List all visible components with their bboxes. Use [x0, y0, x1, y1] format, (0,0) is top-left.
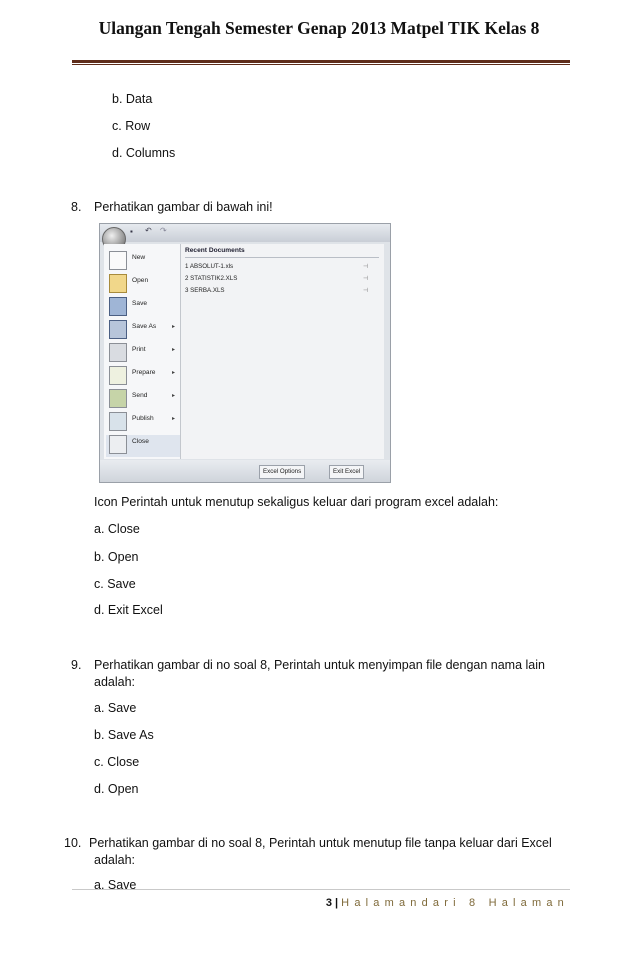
prev-option-c: c. Row [112, 119, 151, 133]
q9-option-c: c. Close [94, 755, 140, 769]
save-small-icon: ▪ [130, 227, 133, 236]
menu-item-label: Prepare [132, 369, 156, 376]
header-rule-thick [72, 60, 570, 63]
q10-number: 10. [64, 836, 82, 850]
q8-number: 8. [71, 200, 82, 214]
q9-option-b: b. Save As [94, 728, 154, 742]
submenu-arrow-icon: ▸ [172, 416, 176, 422]
exit-excel-button: Exit Excel [329, 465, 364, 479]
q10-question-line1: Perhatikan gambar di no soal 8, Perintah untuk menutup file tanpa keluar dari Excel [89, 836, 552, 850]
quick-access-toolbar [100, 224, 390, 242]
q10-option-a: a. Save [94, 878, 137, 892]
menu-item-label: Open [132, 277, 149, 284]
q9-option-d: d. Open [94, 782, 139, 796]
q8-option-b: b. Open [94, 550, 139, 564]
q8-option-a: a. Close [94, 522, 140, 536]
menu-item-publish [106, 410, 180, 432]
floppy-disk-icon [109, 297, 127, 316]
pin-icon: ⊣ [363, 264, 369, 270]
prev-option-b: b. Data [112, 92, 153, 106]
q8-question: Perhatikan gambar di bawah ini! [94, 200, 273, 214]
q9-option-a: a. Save [94, 701, 137, 715]
menu-item-prepare [106, 364, 180, 386]
recent-file-2: 2 STATISTIK2.XLS [185, 275, 238, 282]
menu-item-new [106, 249, 180, 271]
q10-question-line2: adalah: [94, 853, 136, 867]
menu-item-label: Publish [132, 415, 154, 422]
footer-separator: | [335, 897, 339, 909]
excel-options-button: Excel Options [259, 465, 305, 479]
menu-item-print [106, 341, 180, 363]
recent-file-3: 3 SERBA.XLS [185, 287, 225, 294]
q9-question-line1: Perhatikan gambar di no soal 8, Perintah untuk menyimpan file dengan nama lain [94, 658, 545, 672]
recent-file-1: 1 ABSOLUT-1.xls [185, 263, 234, 270]
q9-question-line2: adalah: [94, 675, 136, 689]
q8-option-c: c. Save [94, 577, 136, 591]
office-menu-bottom-bar [100, 460, 390, 482]
pin-icon: ⊣ [363, 288, 369, 294]
menu-item-label: Save [132, 300, 148, 307]
close-document-icon [109, 435, 127, 454]
menu-item-label: Print [132, 346, 146, 353]
menu-item-label: New [132, 254, 146, 261]
send-icon [109, 389, 127, 408]
submenu-arrow-icon: ▸ [172, 393, 176, 399]
pin-icon: ⊣ [363, 276, 369, 282]
q8-option-d: d. Exit Excel [94, 603, 163, 617]
page-count-text: Halamandari 8 Halaman [341, 897, 569, 909]
menu-item-send [106, 387, 180, 409]
new-document-icon [109, 251, 127, 270]
submenu-arrow-icon: ▸ [172, 347, 176, 353]
recent-documents-title: Recent Documents [185, 247, 245, 254]
redo-icon: ↷ [160, 226, 167, 235]
folder-icon [109, 274, 127, 293]
page-header-title: Ulangan Tengah Semester Genap 2013 Matpel TIK Kelas 8 [98, 18, 540, 38]
publish-icon [109, 412, 127, 431]
menu-item-save [106, 295, 180, 317]
q9-number: 9. [71, 658, 82, 672]
menu-item-save-as [106, 318, 180, 340]
recent-divider [185, 257, 379, 258]
printer-icon [109, 343, 127, 362]
menu-item-label: Close [132, 438, 149, 445]
menu-item-open [106, 272, 180, 294]
q8-prompt: Icon Perintah untuk menutup sekaligus keluar dari program excel adalah: [94, 495, 499, 509]
excel-office-menu-figure [99, 223, 391, 483]
page-footer [326, 897, 569, 909]
header-rule-thin [72, 64, 570, 65]
undo-icon: ↶ [145, 226, 152, 235]
office-menu-commands [104, 244, 181, 459]
menu-item-label: Save As [132, 323, 157, 330]
menu-item-label: Send [132, 392, 148, 399]
submenu-arrow-icon: ▸ [172, 324, 176, 330]
submenu-arrow-icon: ▸ [172, 370, 176, 376]
footer-rule [72, 889, 570, 890]
page-number: 3 [325, 897, 332, 909]
prev-option-d: d. Columns [112, 146, 176, 160]
recent-documents-pane [181, 244, 384, 459]
save-as-icon [109, 320, 127, 339]
menu-item-close [106, 433, 180, 455]
prepare-icon [109, 366, 127, 385]
